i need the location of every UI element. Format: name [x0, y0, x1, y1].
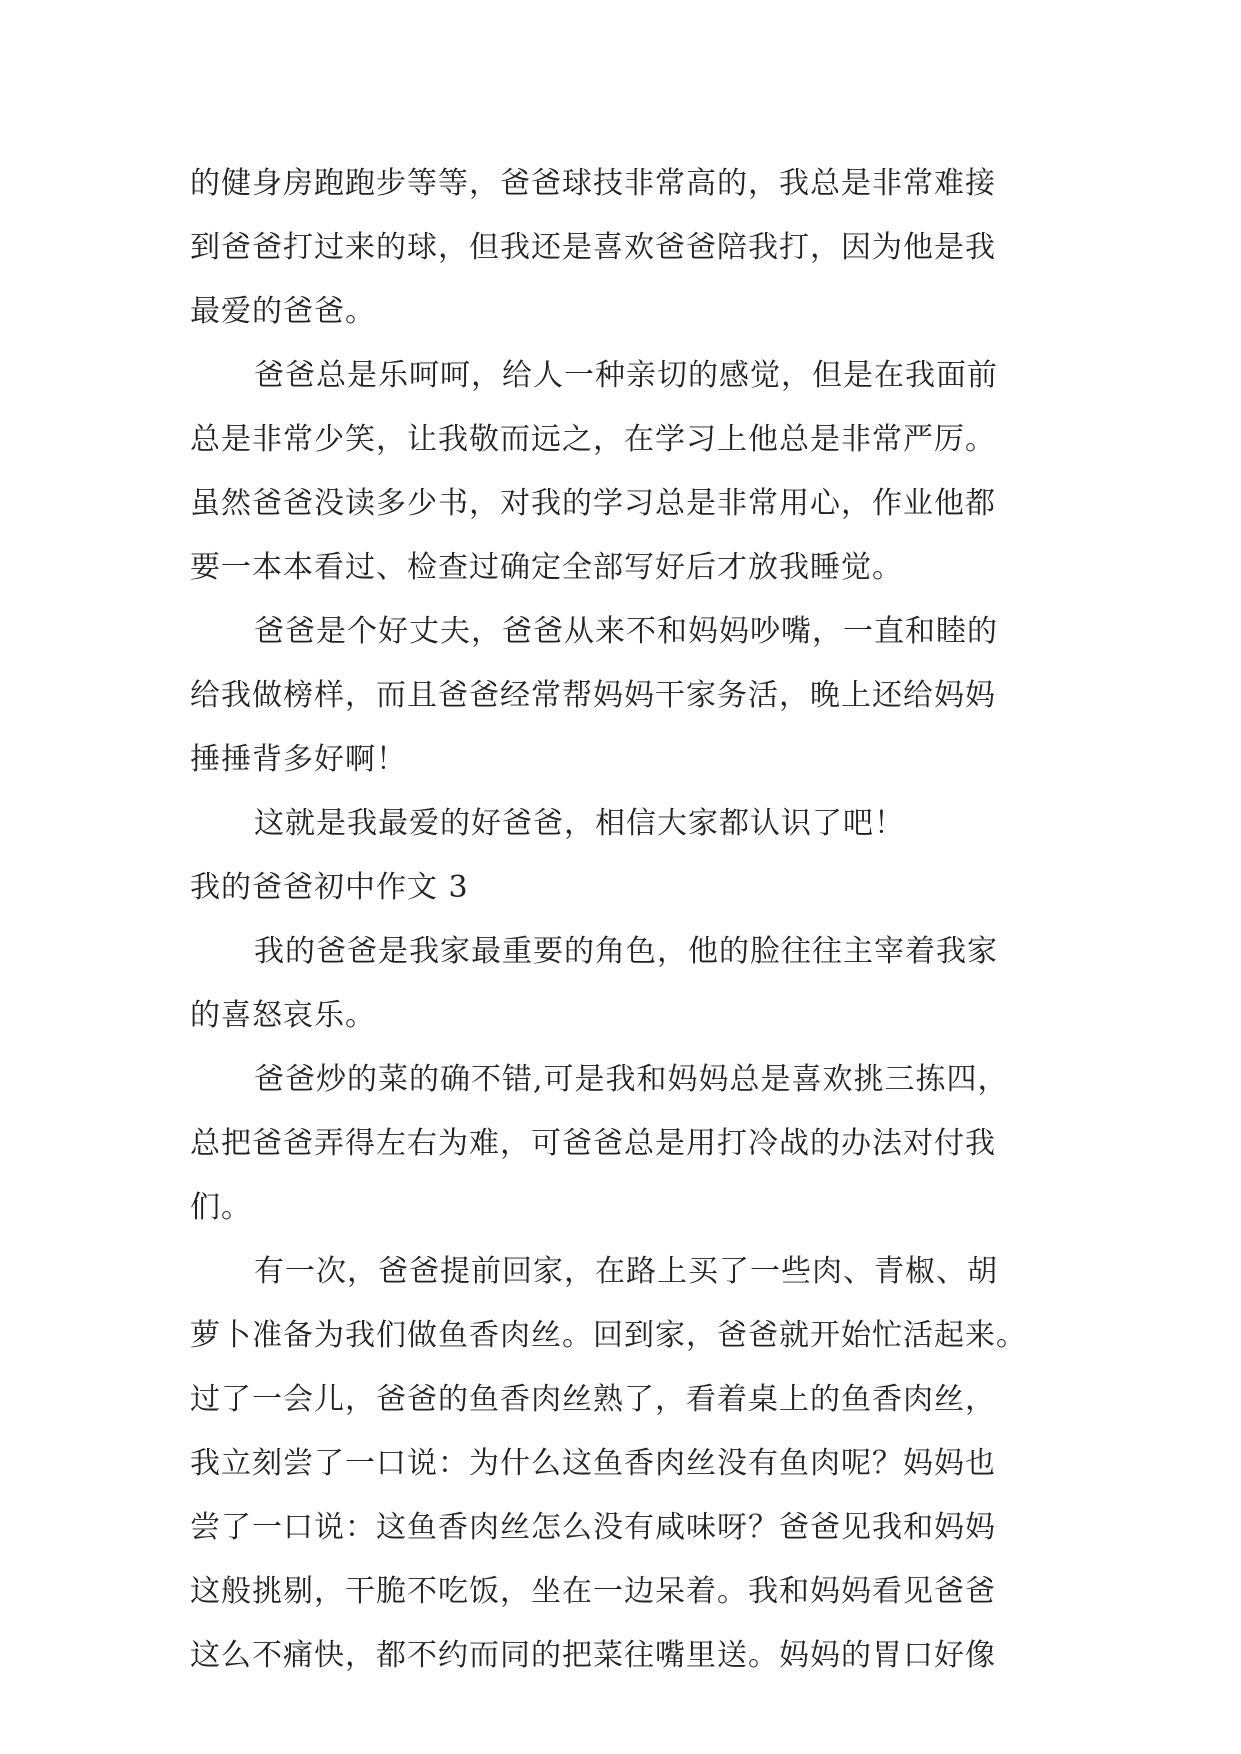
text-line: 爸爸是个好丈夫，爸爸从来不和妈妈吵嘴，一直和睦的: [254, 614, 998, 649]
text-line: 这般挑剔，干脆不吃饭，坐在一边呆着。我和妈妈看见爸爸: [190, 1574, 996, 1609]
paragraph: [190, 856, 1070, 920]
text-line: 有一次，爸爸提前回家，在路上买了一些肉、青椒、胡: [254, 1254, 998, 1289]
text-line: 虽然爸爸没读多少书，对我的学习总是非常用心，作业他都: [190, 486, 996, 521]
text-line: 萝卜准备为我们做鱼香肉丝。回到家，爸爸就开始忙活起来。: [190, 1318, 1027, 1353]
text-line: 这么不痛快，都不约而同的把菜往嘴里送。妈妈的胃口好像: [190, 1638, 996, 1673]
text-line: 过了一会儿，爸爸的鱼香肉丝熟了，看着桌上的鱼香肉丝，: [190, 1382, 996, 1417]
text-line: 我的爸爸初中作文 3: [190, 870, 469, 905]
text-line: 的喜怒哀乐。: [190, 998, 376, 1033]
text-line: 到爸爸打过来的球，但我还是喜欢爸爸陪我打，因为他是我: [190, 230, 996, 265]
paragraph: [190, 600, 1070, 792]
text-line: 总把爸爸弄得左右为难，可爸爸总是用打冷战的办法对付我: [190, 1126, 996, 1161]
text-line: 最爱的爸爸。: [190, 294, 376, 329]
paragraph: [190, 920, 1070, 1048]
document-body: [190, 152, 1070, 1688]
text-line: 我立刻尝了一口说：为什么这鱼香肉丝没有鱼肉呢？妈妈也: [190, 1446, 996, 1481]
paragraph: [190, 152, 1070, 344]
text-line: 给我做榜样，而且爸爸经常帮妈妈干家务活，晚上还给妈妈: [190, 678, 996, 713]
text-line: 爸爸炒的菜的确不错,可是我和妈妈总是喜欢挑三拣四，: [254, 1062, 1009, 1097]
text-line: 们。: [190, 1190, 252, 1225]
paragraph: [190, 344, 1070, 600]
text-line: 捶捶背多好啊！: [190, 742, 407, 777]
text-line: 这就是我最爱的好爸爸，相信大家都认识了吧！: [254, 806, 905, 841]
paragraph: [190, 1240, 1070, 1688]
paragraph: [190, 792, 1070, 856]
text-line: 爸爸总是乐呵呵，给人一种亲切的感觉，但是在我面前: [254, 358, 998, 393]
text-line: 总是非常少笑，让我敬而远之，在学习上他总是非常严厉。: [190, 422, 996, 457]
text-line: 要一本本看过、检查过确定全部写好后才放我睡觉。: [190, 550, 903, 585]
paragraph: [190, 1048, 1070, 1240]
text-line: 我的爸爸是我家最重要的角色，他的脸往往主宰着我家: [254, 934, 998, 969]
text-line: 尝了一口说：这鱼香肉丝怎么没有咸味呀？爸爸见我和妈妈: [190, 1510, 996, 1545]
text-line: 的健身房跑跑步等等，爸爸球技非常高的，我总是非常难接: [190, 166, 996, 201]
